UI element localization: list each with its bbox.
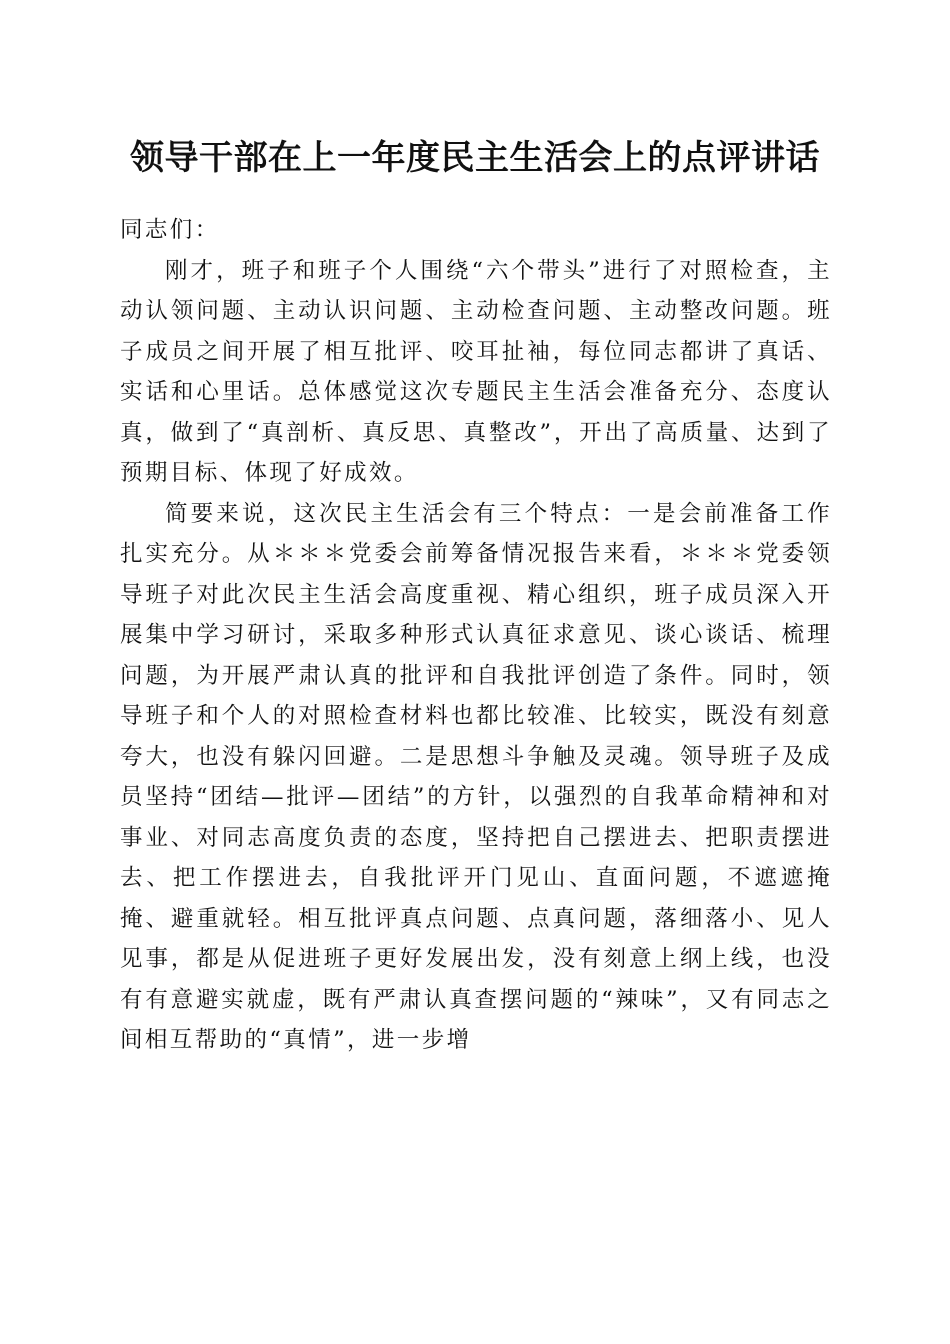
body-paragraph-1: 刚才，班子和班子个人围绕“六个带头”进行了对照检查，主动认领问题、主动认识问题、主动检查问题、主动整改问题。班子成员之间开展了相互批评、咬耳扯袖，每位同志都讲了真话、实话和心里话。总体感觉这次专题民主生活会准备充分、态度认真，做到了“真剖析、真反思、真整改”，开出了高质量、达到了预期目标、体现了好成效。 [120, 257, 832, 486]
document-title: 领导干部在上一年度民主生活会上的点评讲话 [130, 138, 820, 178]
document-body [120, 210, 832, 1061]
greeting-line: 同志们： [120, 217, 220, 243]
body-paragraph-2: 简要来说，这次民主生活会有三个特点：一是会前准备工作扎实充分。从＊＊＊党委会前筹备情况报告来看，＊＊＊党委领导班子对此次民主生活会高度重视、精心组织，班子成员深入开展集中学习研讨，采取多种形式认真征求意见、谈心谈话、梳理问题，为开展严肃认真的批评和自我批评创造了条件。同时，领导班子和个人的对照检查材料也都比较准、比较实，既没有刻意夸大，也没有躲闪回避。二是思想斗争触及灵魂。领导班子及成员坚持“团结—批评—团结”的方针，以强烈的自我革命精神和对事业、对同志高度负责的态度，坚持把自己摆进去、把职责摆进去、把工作摆进去，自我批评开门见山、直面问题，不遮遮掩掩、避重就轻。相互批评真点问题、点真问题，落细落小、见人见事，都是从促进班子更好发展出发，没有刻意上纲上线，也没有有意避实就虚，既有严肃认真查摆问题的“辣味”，又有同志之间相互帮助的“真情”，进一步增 [120, 500, 832, 1053]
